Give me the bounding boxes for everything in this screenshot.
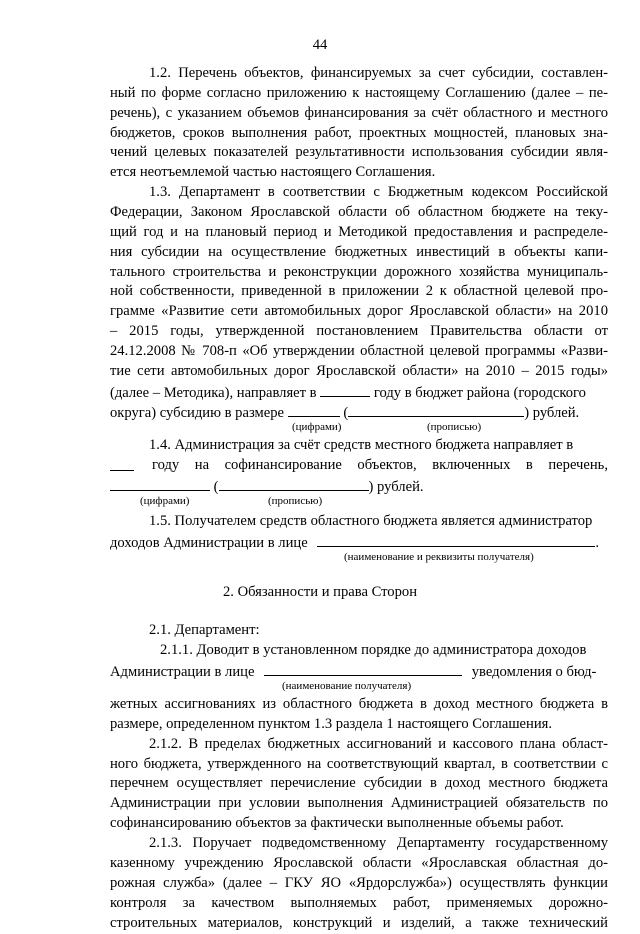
p13-line: тие сети автомобильных дорог Ярославской области» на 2010 – 2015 годы» — [110, 363, 608, 379]
p12-line: бюджетов, сроков выполнения работ, проектных мощностей, плановых зна- — [110, 125, 608, 141]
s212-line: ного бюджета, утвержденного на соответствующий квартал, в соответствии с — [110, 756, 608, 772]
caption-words: (прописью) — [268, 495, 323, 507]
p15-line: 1.5. Получателем средств областного бюджета является администратор — [149, 513, 593, 529]
caption-digits: (цифрами) — [292, 421, 342, 433]
s212-line: перечнем осуществляет перечисление субсидии в доход местного бюджета — [110, 775, 608, 791]
p13-line: – 2015 годы, утвержденной постановлением Правительства области от — [110, 323, 608, 339]
s211-line: размере, определенном пунктом 1.3 раздела 1 настоящего Соглашения. — [110, 716, 553, 732]
recipient-blank — [264, 661, 462, 676]
p12-line: ный по форме согласно приложению к настоящему Соглашению (далее – пе- — [110, 85, 608, 101]
s212-line: софинансированию объектов за фактически выполненные объемы работ. — [110, 815, 564, 831]
p13-line: ния субсидии на осуществление бюджетных инвестиций в объекты капи- — [110, 244, 608, 260]
amount-words-blank — [348, 402, 524, 417]
p12-line: чений целевых показателей результативности использования субсидии явля- — [110, 144, 608, 160]
caption-recipient: (наименование получателя) — [282, 680, 412, 692]
p14-line-with-amount-blanks: ( ) рублей. — [110, 476, 424, 498]
p13-line: 24.12.2008 № 708-п «Об утверждении областной целевой программы «Разви- — [110, 343, 608, 359]
p12-line: ется неотъемлемой частью настоящего Соглашения. — [110, 164, 436, 180]
p13-line-with-amount-blanks: округа) субсидию в размере ( ) рублей. — [110, 402, 579, 424]
amount-digits-blank — [288, 402, 340, 417]
s213-line: контроля за качеством выполняемых работ, применяемых дорожно- — [110, 895, 608, 911]
p15-line-with-recipient-blank: доходов Администрации в лице . — [110, 532, 599, 554]
s213-line: рожная служба» (далее – ГКУ ЯО «Ярдорслужба») осуществлять функции — [110, 875, 608, 891]
p13-line: Федерации, Законом Ярославской области об областном бюджете на теку- — [110, 204, 608, 220]
p14-line: 1.4. Администрация за счёт средств местного бюджета направляет в — [149, 437, 574, 453]
page-number: 44 — [312, 37, 328, 53]
s213-line: казенному учреждению Ярославской области «Ярославская областная до- — [110, 855, 608, 871]
caption-recipient: (наименование и реквизиты получателя) — [344, 551, 534, 563]
p13-line: 1.3. Департамент в соответствии с Бюджетным кодексом Российской — [149, 184, 608, 200]
p13-line: щий год и на плановый период и Методикой предоставления и распределе- — [110, 224, 608, 240]
s211-line: жетных ассигнованиях из областного бюджета в доход местного бюджета в — [110, 696, 608, 712]
caption-words: (прописью) — [427, 421, 482, 433]
year-blank — [110, 456, 134, 471]
recipient-blank — [317, 532, 595, 547]
p13-line: ной собственности, приведенной в приложении 2 к областной целевой про- — [110, 283, 608, 299]
s213-line: строительных материалов, конструкций и изделий, а также технический — [110, 915, 608, 931]
s211-line: 2.1.1. Доводит в установленном порядке до администратора доходов — [160, 642, 587, 658]
p13-line-with-year-blank: (далее – Методика), направляет в году в бюджет района (городского — [110, 382, 586, 404]
s213-line: 2.1.3. Поручает подведомственному Департаменту государственному — [149, 835, 608, 851]
amount-words-blank — [219, 476, 369, 491]
s212-line: Администрации при условии выполнения Администрацией обязательств по — [110, 795, 608, 811]
year-blank — [320, 382, 370, 397]
p13-line: тального строительства и реконструкции дорожного хозяйства муниципаль- — [110, 264, 608, 280]
p14-line-with-year-blank: году на софинансирование объектов, включенных в перечень, — [110, 456, 608, 476]
s212-line: 2.1.2. В пределах бюджетных ассигнований и кассового плана област- — [149, 736, 608, 752]
p12-line: 1.2. Перечень объектов, финансируемых за счет субсидии, составлен- — [149, 65, 608, 81]
p13-line: грамме «Развитие сети автомобильных дорог Ярославской области» на 2010 — [110, 303, 608, 319]
caption-digits: (цифрами) — [140, 495, 190, 507]
amount-digits-blank — [110, 476, 210, 491]
s21-line: 2.1. Департамент: — [149, 622, 260, 638]
section-title: 2. Обязанности и права Сторон — [222, 584, 418, 600]
p12-line: речень), с указанием объемов финансирования за счёт областного и местного — [110, 105, 608, 121]
s211-line-with-recipient-blank: Администрации в лице уведомления о бюд- — [110, 661, 596, 683]
